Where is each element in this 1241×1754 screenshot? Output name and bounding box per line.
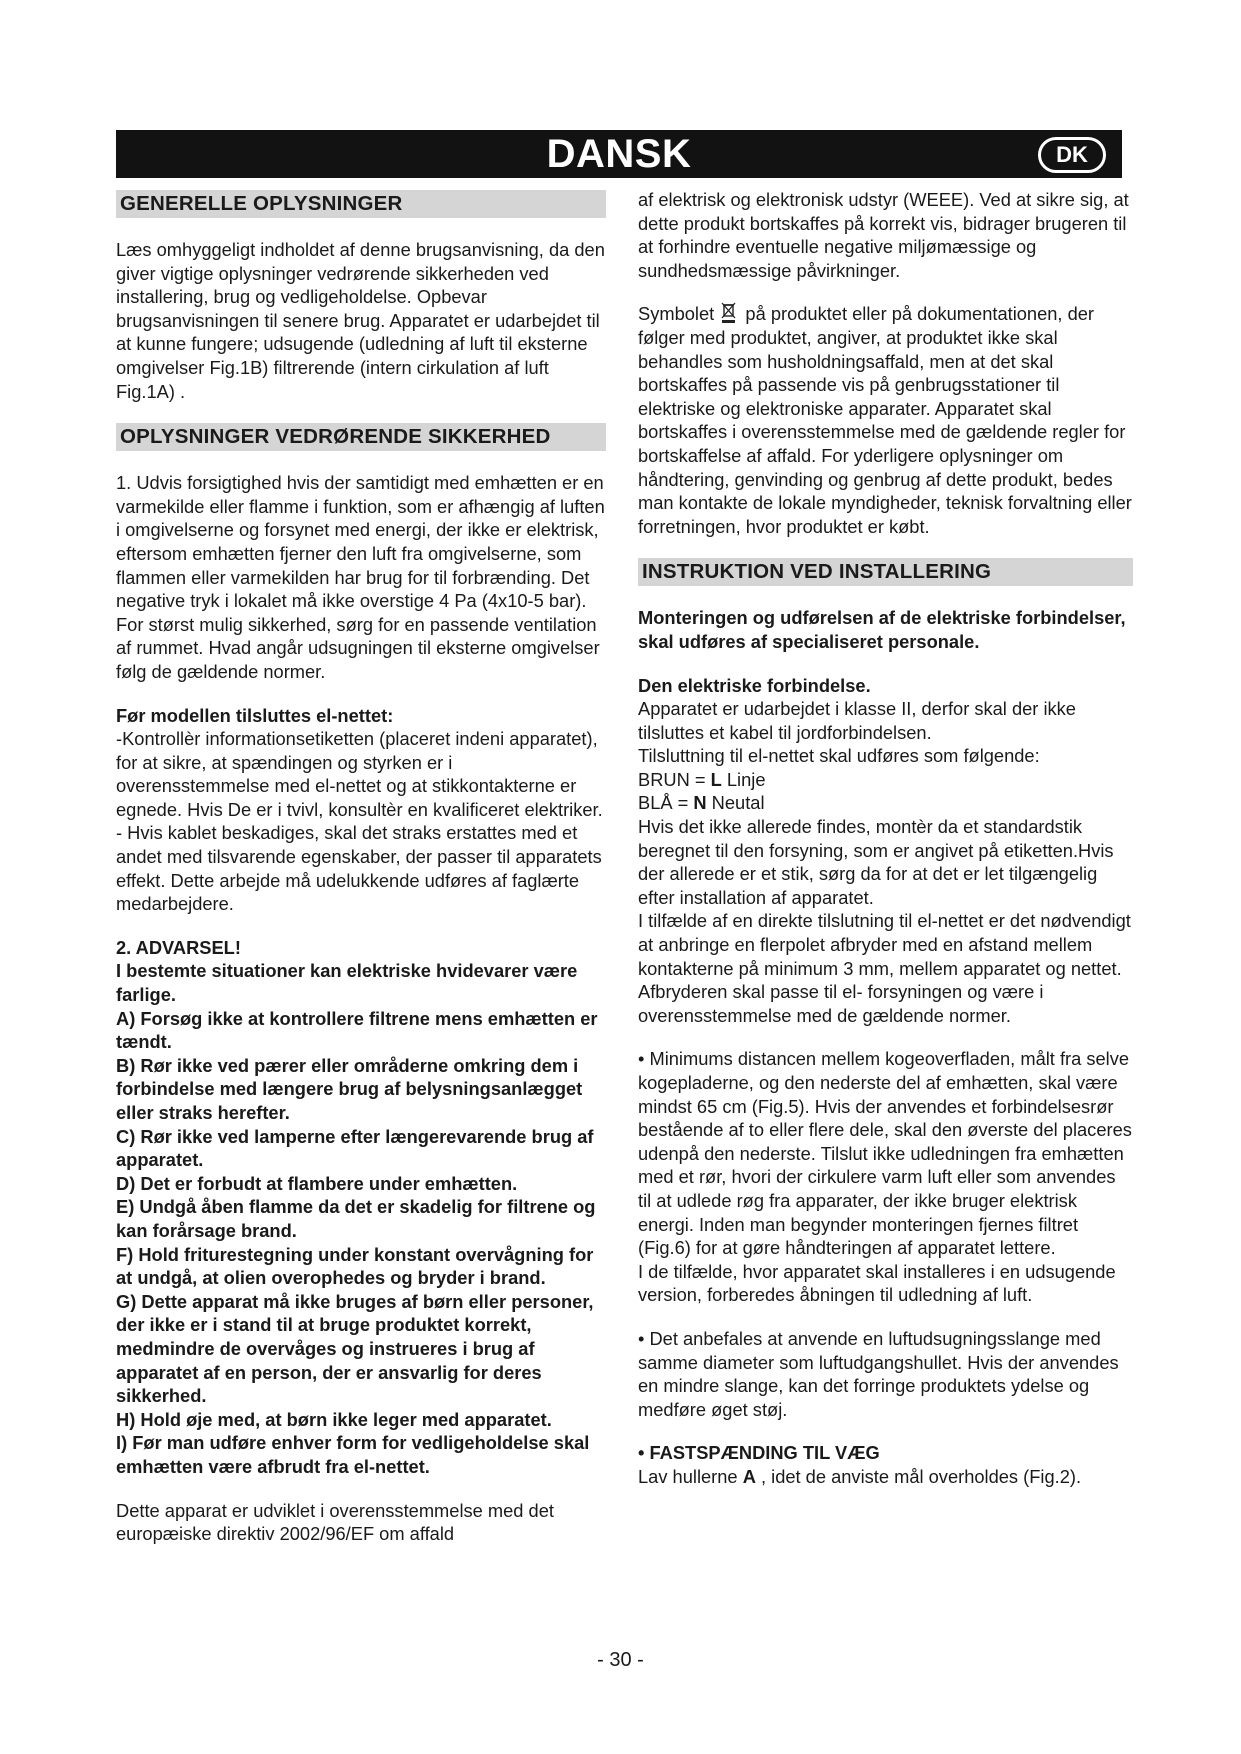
warning-item: F) Hold friturestegning under konstant overvågning for at undgå, at olien overophedes og bryder i brand. bbox=[116, 1243, 594, 1289]
crossed-bin-icon bbox=[721, 302, 736, 324]
weee-continuation-paragraph: af elektrisk og elektronisk udstyr (WEEE). Ved at sikre sig, at dette produkt bortskaffes på korrekt vis, bidrager brugeren til at forhindre eventuelle negative miljømæssige og sundhedsmæssige påvirkninger. bbox=[638, 189, 1129, 281]
warning-item: B) Rør ikke ved pærer eller områderne omkring dem i forbindelse med længere brug af belysningsanlægget eller straks herefter. bbox=[116, 1054, 583, 1123]
wall-fixing-text: Lav hullerne A , idet de anviste mål overholdes (Fig.2). bbox=[638, 1465, 1082, 1487]
warning-item: E) Undgå åben flamme da det er skadelig for filtrene og kan forårsage brand. bbox=[116, 1196, 596, 1241]
safety-paragraph-1: 1. Udvis forsigtighed hvis der samtidigt med emhætten er en varmekilde eller flamme i funktion, som er afhængig af luften i omgivelserne og forsynet med energi, der ikke er elektrisk, eftersom emhætten fjerner den luft fra omgivelserne, som flammen eller varmekilden har brug for til forbrænding. Det negative tryk i lokalet må ikke overstige 4 Pa (4x10-5 bar). For størst mulig sikkerhed, sørg for en passende ventilation af rummet. Hvad angår udsugningen til eksterne omgivelser følg de gældende normer. bbox=[116, 472, 605, 682]
electrical-text-3: Hvis det ikke allerede findes, montèr da et standardstik beregnet til den forsyning, som er angivet på etiketten.Hvis der allerede er et stik, sørg da for at det er let tilgængelig efter installation af apparatet. bbox=[638, 816, 1114, 908]
language-banner bbox=[116, 130, 1122, 178]
hose-paragraph: • Det anbefales at anvende en luftudsugningsslange med samme diameter som luftudgangshullet. Hvis der anvendes en mindre slange, kan det forringe produktets ydelse og medføre øget støj. bbox=[638, 1327, 1119, 1420]
general-intro-paragraph: Læs omhyggeligt indholdet af denne brugsanvisning, da den giver vigtige oplysninger vedrørende sikkerheden ved installering, brug og vedligeholdelse. Opbevar brugsanvisningen til senere brug. Apparatet er udarbejdet til at kunne fungere; udsugende (udledning af luft til eksterne omgivelser Fig.1B) filtrerende (intern cirkulation af luft Fig.1A) . bbox=[116, 239, 605, 402]
wire-blue: BLÅ = N Neutal bbox=[638, 792, 765, 814]
before-connect-title: Før modellen tilsluttes el-nettet: bbox=[116, 704, 394, 726]
wall-fixing-title: • FASTSPÆNDING TIL VÆG bbox=[638, 1442, 880, 1464]
left-column bbox=[116, 188, 606, 1546]
warning-item: D) Det er forbudt at flambere under emhætten. bbox=[116, 1172, 518, 1194]
before-connect-text-2: - Hvis kablet beskadiges, skal det straks erstattes med et andet med tilsvarende egenskaber, der passer til apparatets effekt. Dette arbejde må udelukkende udføres af faglærte medarbejdere. bbox=[116, 822, 602, 915]
warning-title: 2. ADVARSEL! bbox=[116, 936, 241, 958]
electrical-text-1: Apparatet er udarbejdet i klasse II, derfor skal der ikke tilsluttes et kabel til jordforbindelsen. bbox=[638, 698, 1076, 743]
electrical-text-2: Tilsluttning til el-nettet skal udføres som følgende: bbox=[638, 745, 1040, 767]
electrical-text-4: I tilfælde af en direkte tilslutning til el-nettet er det nødvendigt at anbringe en flerpolet afbryder med en afstand mellem kontakterne på minimum 3 mm, mellem apparatet og nettet. Afbryderen skal passe til el- forsyningen og være i overensstemmelse med de gældende normer. bbox=[638, 910, 1131, 1026]
section-heading-general: GENERELLE OPLYSNINGER bbox=[116, 190, 606, 218]
language-title: DANSK bbox=[546, 132, 692, 176]
warning-item: C) Rør ikke ved lamperne efter længerevarende brug af apparatet. bbox=[116, 1125, 594, 1171]
before-connect-text-1: -Kontrollèr informationsetiketten (placeret indeni apparatet), for at sikre, at spændingen og styrken er i overensstemmelse med el-nettet og at stikkontakterne er egnede. Hvis De er i tvivl, konsultèr en kvalificeret elektriker. bbox=[116, 728, 603, 820]
symbol-word: Symbolet bbox=[638, 303, 715, 325]
symbol-text: på produktet eller på dokumentationen, der følger med produktet, angiver, at produktet ikke skal behandles som husholdningsaffald, men at det skal bortskaffes på passende vis på genbrugsstationer til elektriske og elektroniske apparater. Apparatet skal bortskaffes i overensstemmelse med de gældende regler for bortskaffelse af affald. For yderligere oplysninger om håndtering, genvinding og genbrug af dette produkt, bedes man kontakte de lokale myndigheder, teknisk forvaltning eller forretningen, hvor produktet er købt. bbox=[638, 303, 1132, 537]
country-badge: DK bbox=[1038, 137, 1106, 173]
wire-brown: BRUN = L Linje bbox=[638, 768, 766, 790]
distance-paragraph: • Minimums distancen mellem kogeoverfladen, målt fra selve kogepladerne, og den nederste del af emhætten, skal være mindst 65 cm (Fig.5). Hvis der anvendes et forbindelsesrør bestående af to eller flere dele, skal den øverste del placeres udenpå den nederste. Tilslut ikke udledningen fra emhætten med et rør, hvori der cirkulere varm luft eller som anvendes til at udlede røg fra apparater, der ikke bruger elektrisk energi. Inden man begynder monteringen fjernes filtret (Fig.6) for at gøre håndteringen af apparatet lettere. bbox=[638, 1048, 1132, 1259]
directive-paragraph: Dette apparat er udviklet i overensstemmelse med det europæiske direktiv 2002/96/EF om affald bbox=[116, 1499, 554, 1545]
warning-item: A) Forsøg ikke at kontrollere filtrene mens emhætten er tændt. bbox=[116, 1007, 598, 1053]
warning-item: I bestemte situationer kan elektriske hvidevarer være farlige. bbox=[116, 960, 578, 1006]
section-heading-installation: INSTRUKTION VED INSTALLERING bbox=[638, 558, 1133, 586]
warning-item: H) Hold øje med, at børn ikke leger med apparatet. bbox=[116, 1408, 552, 1430]
mounting-notice: Monteringen og udførelsen af de elektriske forbindelser, skal udføres af specialiseret personale. bbox=[638, 607, 1126, 652]
symbol-paragraph bbox=[638, 302, 1133, 538]
warning-item: G) Dette apparat må ikke bruges af børn eller personer, der ikke er i stand til at bruge produktet korrekt, medmindre de overvåges og instrueres i brug af apparatet af en person, der er ansvarlig for deres sikkerhed. bbox=[116, 1290, 594, 1407]
extraction-paragraph: I de tilfælde, hvor apparatet skal installeres i en udsugende version, forberedes åbningen til udledning af luft. bbox=[638, 1260, 1116, 1306]
right-column bbox=[638, 188, 1133, 1489]
section-heading-safety: OPLYSNINGER VEDRØRENDE SIKKERHED bbox=[116, 423, 606, 451]
warning-item: I) Før man udføre enhver form for vedligeholdelse skal emhætten være afbrudt fra el-nettet. bbox=[116, 1432, 590, 1477]
electrical-title: Den elektriske forbindelse. bbox=[638, 674, 871, 696]
page-number: - 30 - bbox=[597, 1649, 644, 1671]
